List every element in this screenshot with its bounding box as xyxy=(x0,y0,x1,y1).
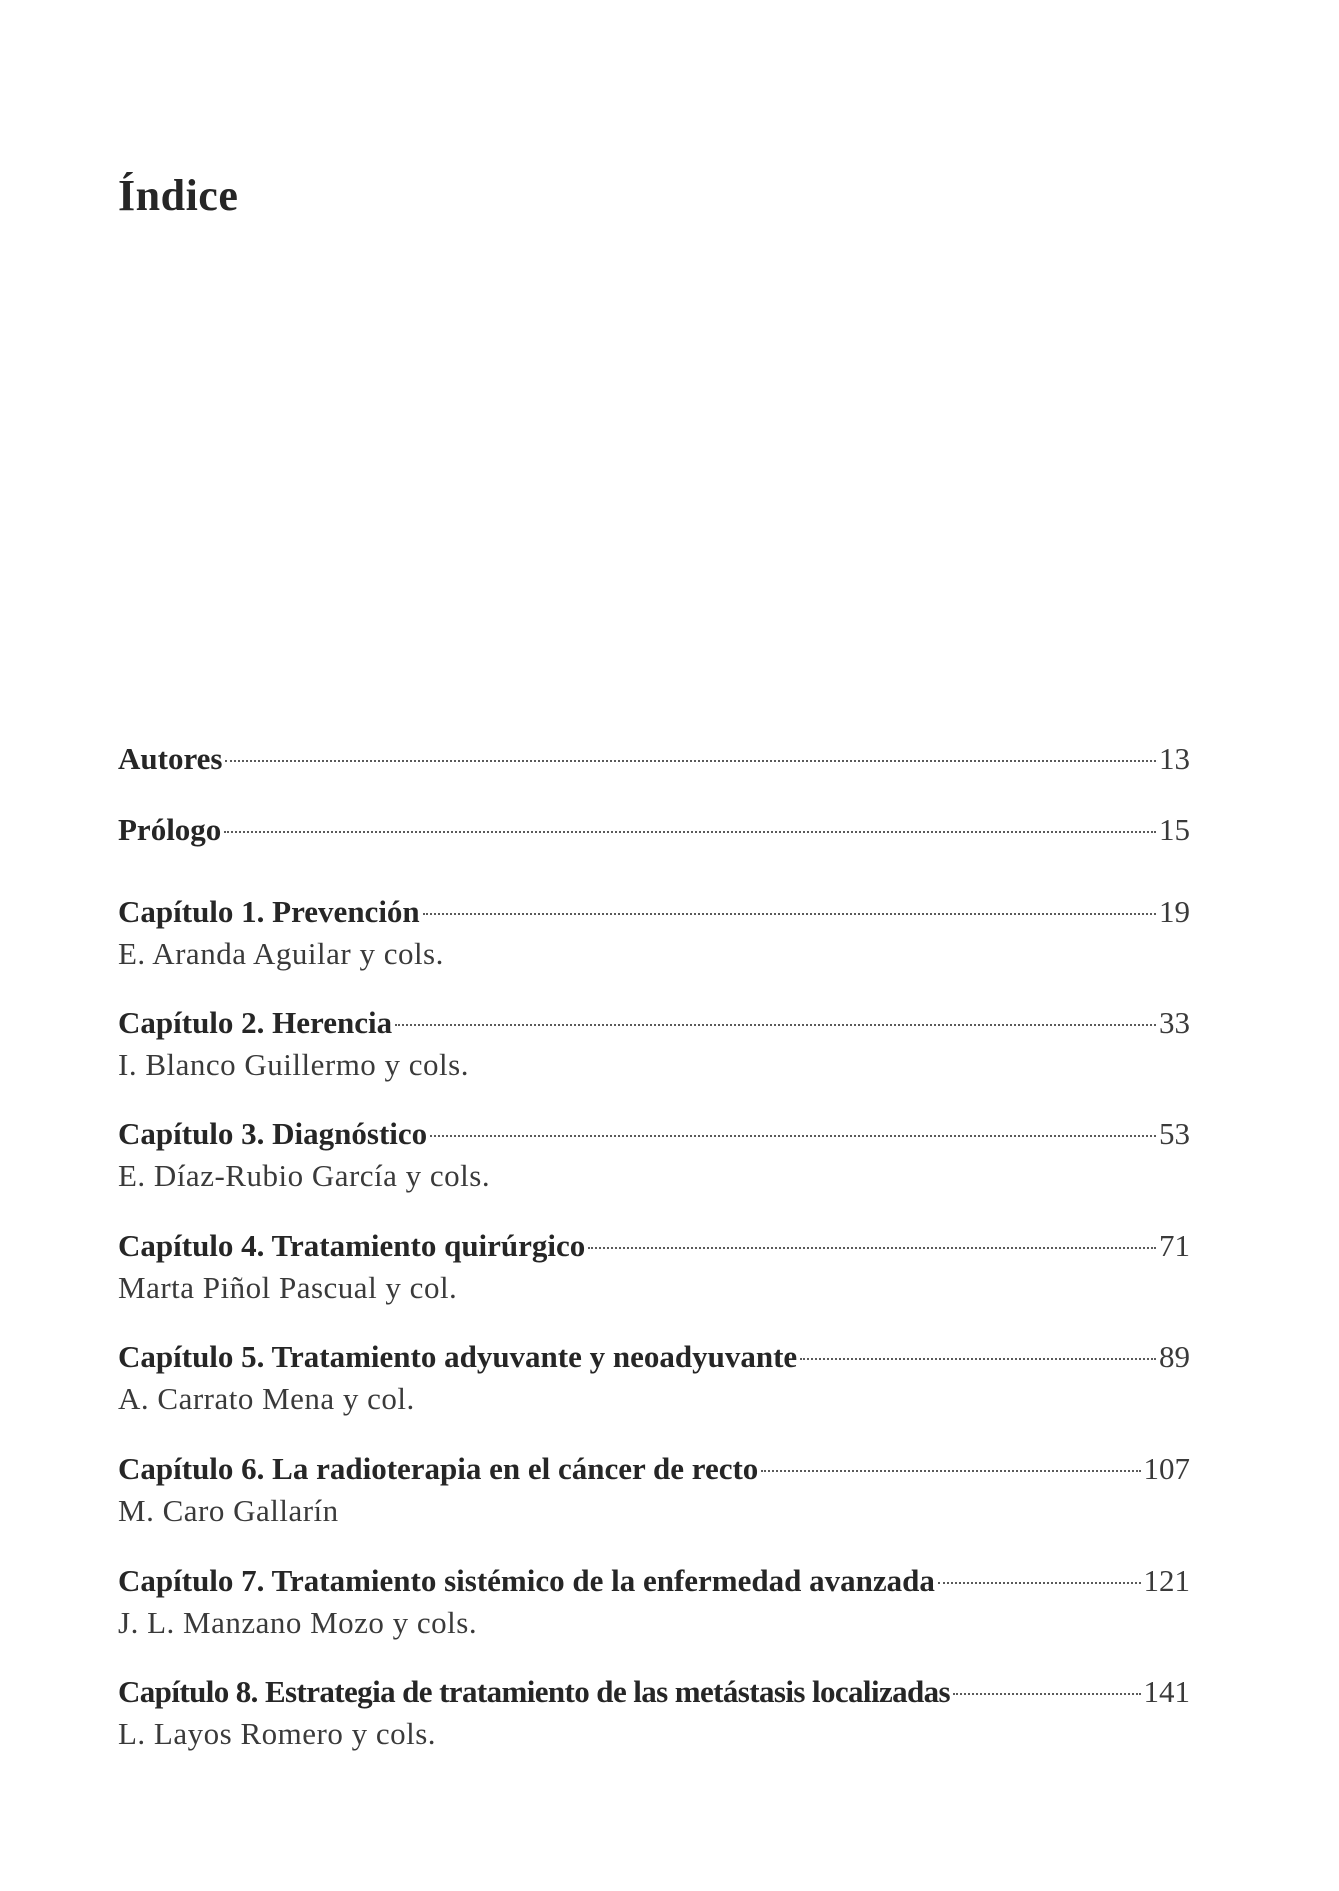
toc-entry-chapter-5[interactable] xyxy=(118,1336,1190,1420)
dot-leader xyxy=(423,913,1156,915)
entry-author: L. Layos Romero y cols. xyxy=(118,1716,437,1751)
entry-title[interactable]: Capítulo 8. Estrategia de tratamiento de las metástasis localizadas xyxy=(118,1674,951,1709)
entry-title[interactable]: Capítulo 1. Prevención xyxy=(118,894,420,929)
entry-page-number: 141 xyxy=(1143,1674,1190,1709)
entry-title[interactable]: Capítulo 4. Tratamiento quirúrgico xyxy=(118,1228,586,1263)
dot-leader xyxy=(800,1358,1156,1360)
dot-leader xyxy=(938,1582,1141,1584)
toc-entry-chapter-1[interactable] xyxy=(118,891,1190,975)
entry-title[interactable]: Capítulo 5. Tratamiento adyuvante y neoadyuvante xyxy=(118,1339,798,1374)
entry-author: A. Carrato Mena y col. xyxy=(118,1381,415,1416)
toc-entry-chapter-3[interactable] xyxy=(118,1113,1190,1197)
entry-author: J. L. Manzano Mozo y cols. xyxy=(118,1605,478,1640)
entry-title[interactable]: Capítulo 7. Tratamiento sistémico de la enfermedad avanzada xyxy=(118,1563,935,1598)
toc-entry-chapter-4[interactable] xyxy=(118,1225,1190,1309)
entry-page-number: 71 xyxy=(1159,1228,1190,1263)
entry-author: Marta Piñol Pascual y col. xyxy=(118,1270,458,1305)
entry-title[interactable]: Capítulo 2. Herencia xyxy=(118,1005,393,1040)
toc-entry-chapter-2[interactable] xyxy=(118,1002,1190,1086)
toc-entry-chapter-7[interactable] xyxy=(118,1560,1190,1644)
page-title: Índice xyxy=(118,171,239,220)
toc-entry-chapter-6[interactable] xyxy=(118,1448,1190,1532)
dot-leader xyxy=(225,760,1156,762)
entry-page-number: 33 xyxy=(1159,1005,1190,1040)
entry-page-number: 13 xyxy=(1159,741,1190,776)
entry-title[interactable]: Prólogo xyxy=(118,812,222,847)
entry-author: I. Blanco Guillermo y cols. xyxy=(118,1047,469,1082)
entry-page-number: 53 xyxy=(1159,1116,1190,1151)
toc-entry-prologo[interactable] xyxy=(118,809,1190,851)
dot-leader xyxy=(761,1470,1140,1472)
table-of-contents xyxy=(118,0,1190,1891)
dot-leader xyxy=(588,1247,1156,1249)
entry-author: M. Caro Gallarín xyxy=(118,1493,339,1528)
toc-entry-autores[interactable] xyxy=(118,738,1190,780)
entry-page-number: 15 xyxy=(1159,812,1190,847)
entry-author: E. Díaz-Rubio García y cols. xyxy=(118,1158,491,1193)
entry-title[interactable]: Autores xyxy=(118,741,223,776)
dot-leader xyxy=(430,1135,1156,1137)
entry-page-number: 89 xyxy=(1159,1339,1190,1374)
entry-title[interactable]: Capítulo 3. Diagnóstico xyxy=(118,1116,428,1151)
entry-page-number: 19 xyxy=(1159,894,1190,929)
dot-leader xyxy=(224,831,1156,833)
entry-page-number: 121 xyxy=(1143,1563,1190,1598)
dot-leader xyxy=(395,1024,1156,1026)
toc-entry-chapter-8[interactable] xyxy=(118,1671,1190,1755)
entry-title[interactable]: Capítulo 6. La radioterapia en el cáncer de recto xyxy=(118,1451,759,1486)
dot-leader xyxy=(953,1693,1140,1695)
entry-page-number: 107 xyxy=(1143,1451,1190,1486)
entry-author: E. Aranda Aguilar y cols. xyxy=(118,936,444,971)
